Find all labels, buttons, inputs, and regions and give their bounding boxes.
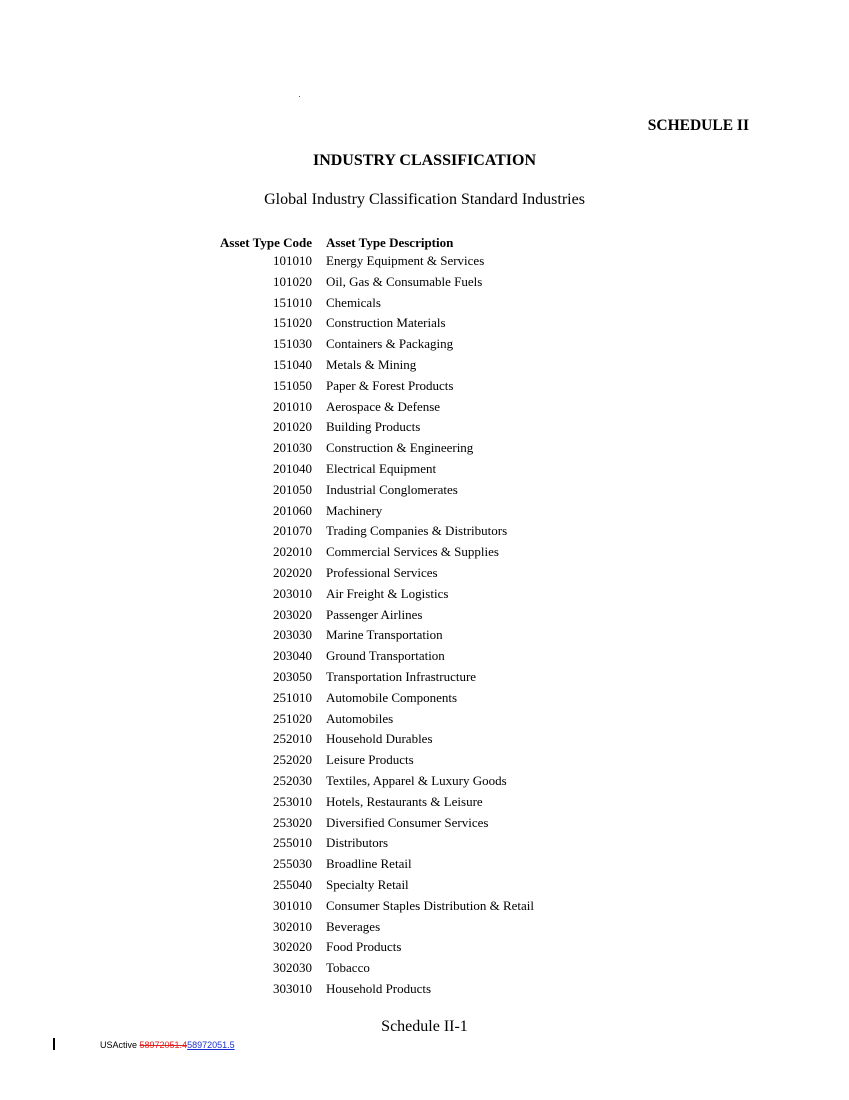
table-row xyxy=(211,813,534,834)
asset-type-description: Electrical Equipment xyxy=(326,460,437,476)
asset-type-description: Ground Transportation xyxy=(326,648,445,664)
asset-type-code: 302030 xyxy=(273,960,312,976)
asset-type-description: Building Products xyxy=(326,419,421,435)
table-row xyxy=(211,293,534,314)
table-row xyxy=(211,833,534,854)
table-row xyxy=(211,584,534,605)
table-row xyxy=(211,563,534,584)
doc-id-inserted: 58972051.5 xyxy=(187,1040,235,1050)
asset-type-description: Metals & Mining xyxy=(326,356,417,372)
asset-type-description: Automobiles xyxy=(326,710,394,726)
table-row xyxy=(211,251,534,272)
table-row xyxy=(211,501,534,522)
table-row xyxy=(211,397,534,418)
table-row xyxy=(211,542,534,563)
asset-type-description: Textiles, Apparel & Luxury Goods xyxy=(326,772,507,788)
table-row xyxy=(211,459,534,480)
asset-type-code: 201070 xyxy=(273,523,312,539)
asset-type-description: Marine Transportation xyxy=(326,627,443,643)
asset-type-description: Broadline Retail xyxy=(326,856,412,872)
change-bar xyxy=(53,1038,55,1050)
page-subtitle: Global Industry Classification Standard Industries xyxy=(264,191,585,208)
asset-type-code: 255030 xyxy=(273,856,312,872)
table-row xyxy=(211,792,534,813)
document-id xyxy=(100,1040,235,1050)
asset-type-code: 151010 xyxy=(273,294,312,310)
asset-type-code: 253020 xyxy=(273,814,312,830)
table-row xyxy=(211,605,534,626)
asset-type-code: 203020 xyxy=(273,606,312,622)
table-row xyxy=(211,334,534,355)
table-row xyxy=(211,917,534,938)
table-row xyxy=(211,729,534,750)
asset-type-description: Food Products xyxy=(326,939,402,955)
asset-type-code: 252020 xyxy=(273,752,312,768)
asset-type-description: Consumer Staples Distribution & Retail xyxy=(326,897,534,913)
table-row xyxy=(211,937,534,958)
asset-type-code: 255040 xyxy=(273,876,312,892)
table-row xyxy=(211,750,534,771)
asset-type-code: 255010 xyxy=(273,835,312,851)
table-row xyxy=(211,355,534,376)
asset-type-code: 251010 xyxy=(273,689,312,705)
asset-type-description: Industrial Conglomerates xyxy=(326,481,458,497)
asset-type-description: Diversified Consumer Services xyxy=(326,814,489,830)
asset-type-code: 151030 xyxy=(273,336,312,352)
asset-type-description: Leisure Products xyxy=(326,752,414,768)
asset-type-code: 251020 xyxy=(273,710,312,726)
asset-type-description: Tobacco xyxy=(326,960,370,976)
header-asset-type-code: Asset Type Code xyxy=(220,235,312,250)
asset-type-code: 302010 xyxy=(273,918,312,934)
asset-type-code: 203030 xyxy=(273,627,312,643)
asset-type-description: Commercial Services & Supplies xyxy=(326,544,499,560)
asset-type-code: 151050 xyxy=(273,377,312,393)
asset-type-description: Trading Companies & Distributors xyxy=(326,523,508,539)
table-body xyxy=(211,251,534,1000)
asset-type-description: Air Freight & Logistics xyxy=(326,585,449,601)
asset-type-description: Beverages xyxy=(326,918,381,934)
asset-type-description: Passenger Airlines xyxy=(326,606,423,622)
table-row xyxy=(211,625,534,646)
asset-type-code: 301010 xyxy=(273,897,312,913)
asset-type-code: 201010 xyxy=(273,398,312,414)
asset-type-code: 252030 xyxy=(273,772,312,788)
asset-type-code: 253010 xyxy=(273,793,312,809)
asset-type-description: Oil, Gas & Consumable Fuels xyxy=(326,273,483,289)
asset-type-code: 101010 xyxy=(273,253,312,268)
asset-type-code: 201050 xyxy=(273,481,312,497)
asset-type-code: 151020 xyxy=(273,315,312,331)
asset-type-code: 151040 xyxy=(273,356,312,372)
table-row xyxy=(211,521,534,542)
table-row xyxy=(211,438,534,459)
table-row xyxy=(211,979,534,1000)
asset-type-description: Household Products xyxy=(326,980,432,996)
asset-type-description: Aerospace & Defense xyxy=(326,398,441,414)
asset-type-description: Construction & Engineering xyxy=(326,440,474,456)
table-row xyxy=(211,771,534,792)
asset-type-code: 252010 xyxy=(273,731,312,747)
table-row xyxy=(211,667,534,688)
header-asset-type-description: Asset Type Description xyxy=(326,235,454,250)
table-row xyxy=(211,688,534,709)
asset-type-code: 201060 xyxy=(273,502,312,518)
asset-type-code: 101020 xyxy=(273,273,312,289)
table-row xyxy=(211,417,534,438)
asset-type-description: Specialty Retail xyxy=(326,876,409,892)
asset-type-description: Hotels, Restaurants & Leisure xyxy=(326,793,483,809)
asset-type-description: Automobile Components xyxy=(326,689,458,705)
table-row xyxy=(211,313,534,334)
asset-type-code: 201040 xyxy=(273,460,312,476)
asset-type-description: Containers & Packaging xyxy=(326,336,454,352)
table-row xyxy=(211,958,534,979)
page-number: Schedule II-1 xyxy=(381,1018,468,1035)
asset-type-description: Transportation Infrastructure xyxy=(326,668,477,684)
doc-id-deleted: 58972051.4 xyxy=(139,1040,188,1050)
table-row xyxy=(211,709,534,730)
asset-type-code: 303010 xyxy=(273,980,312,996)
asset-type-description: Household Durables xyxy=(326,731,433,747)
table-row xyxy=(211,854,534,875)
table-row xyxy=(211,896,534,917)
doc-id-prefix: USActive xyxy=(100,1040,140,1050)
table-row xyxy=(211,376,534,397)
asset-type-code: 201030 xyxy=(273,440,312,456)
asset-type-code: 203010 xyxy=(273,585,312,601)
asset-type-code: 302020 xyxy=(273,939,312,955)
schedule-label: SCHEDULE II xyxy=(647,117,749,134)
classification-table xyxy=(211,234,534,1000)
stray-dot-mark xyxy=(299,96,300,97)
table-row xyxy=(211,646,534,667)
asset-type-code: 203040 xyxy=(273,648,312,664)
asset-type-code: 203050 xyxy=(273,668,312,684)
table-row xyxy=(211,875,534,896)
asset-type-description: Distributors xyxy=(326,835,389,851)
asset-type-description: Energy Equipment & Services xyxy=(326,253,485,268)
asset-type-code: 202010 xyxy=(273,544,312,560)
asset-type-description: Construction Materials xyxy=(326,315,446,331)
asset-type-description: Chemicals xyxy=(326,294,381,310)
page-title: INDUSTRY CLASSIFICATION xyxy=(312,152,537,169)
asset-type-description: Professional Services xyxy=(326,564,438,580)
table-row xyxy=(211,480,534,501)
table-header-row xyxy=(211,234,534,251)
asset-type-code: 201020 xyxy=(273,419,312,435)
table-row xyxy=(211,272,534,293)
asset-type-description: Machinery xyxy=(326,502,383,518)
asset-type-code: 202020 xyxy=(273,564,312,580)
asset-type-description: Paper & Forest Products xyxy=(326,377,454,393)
